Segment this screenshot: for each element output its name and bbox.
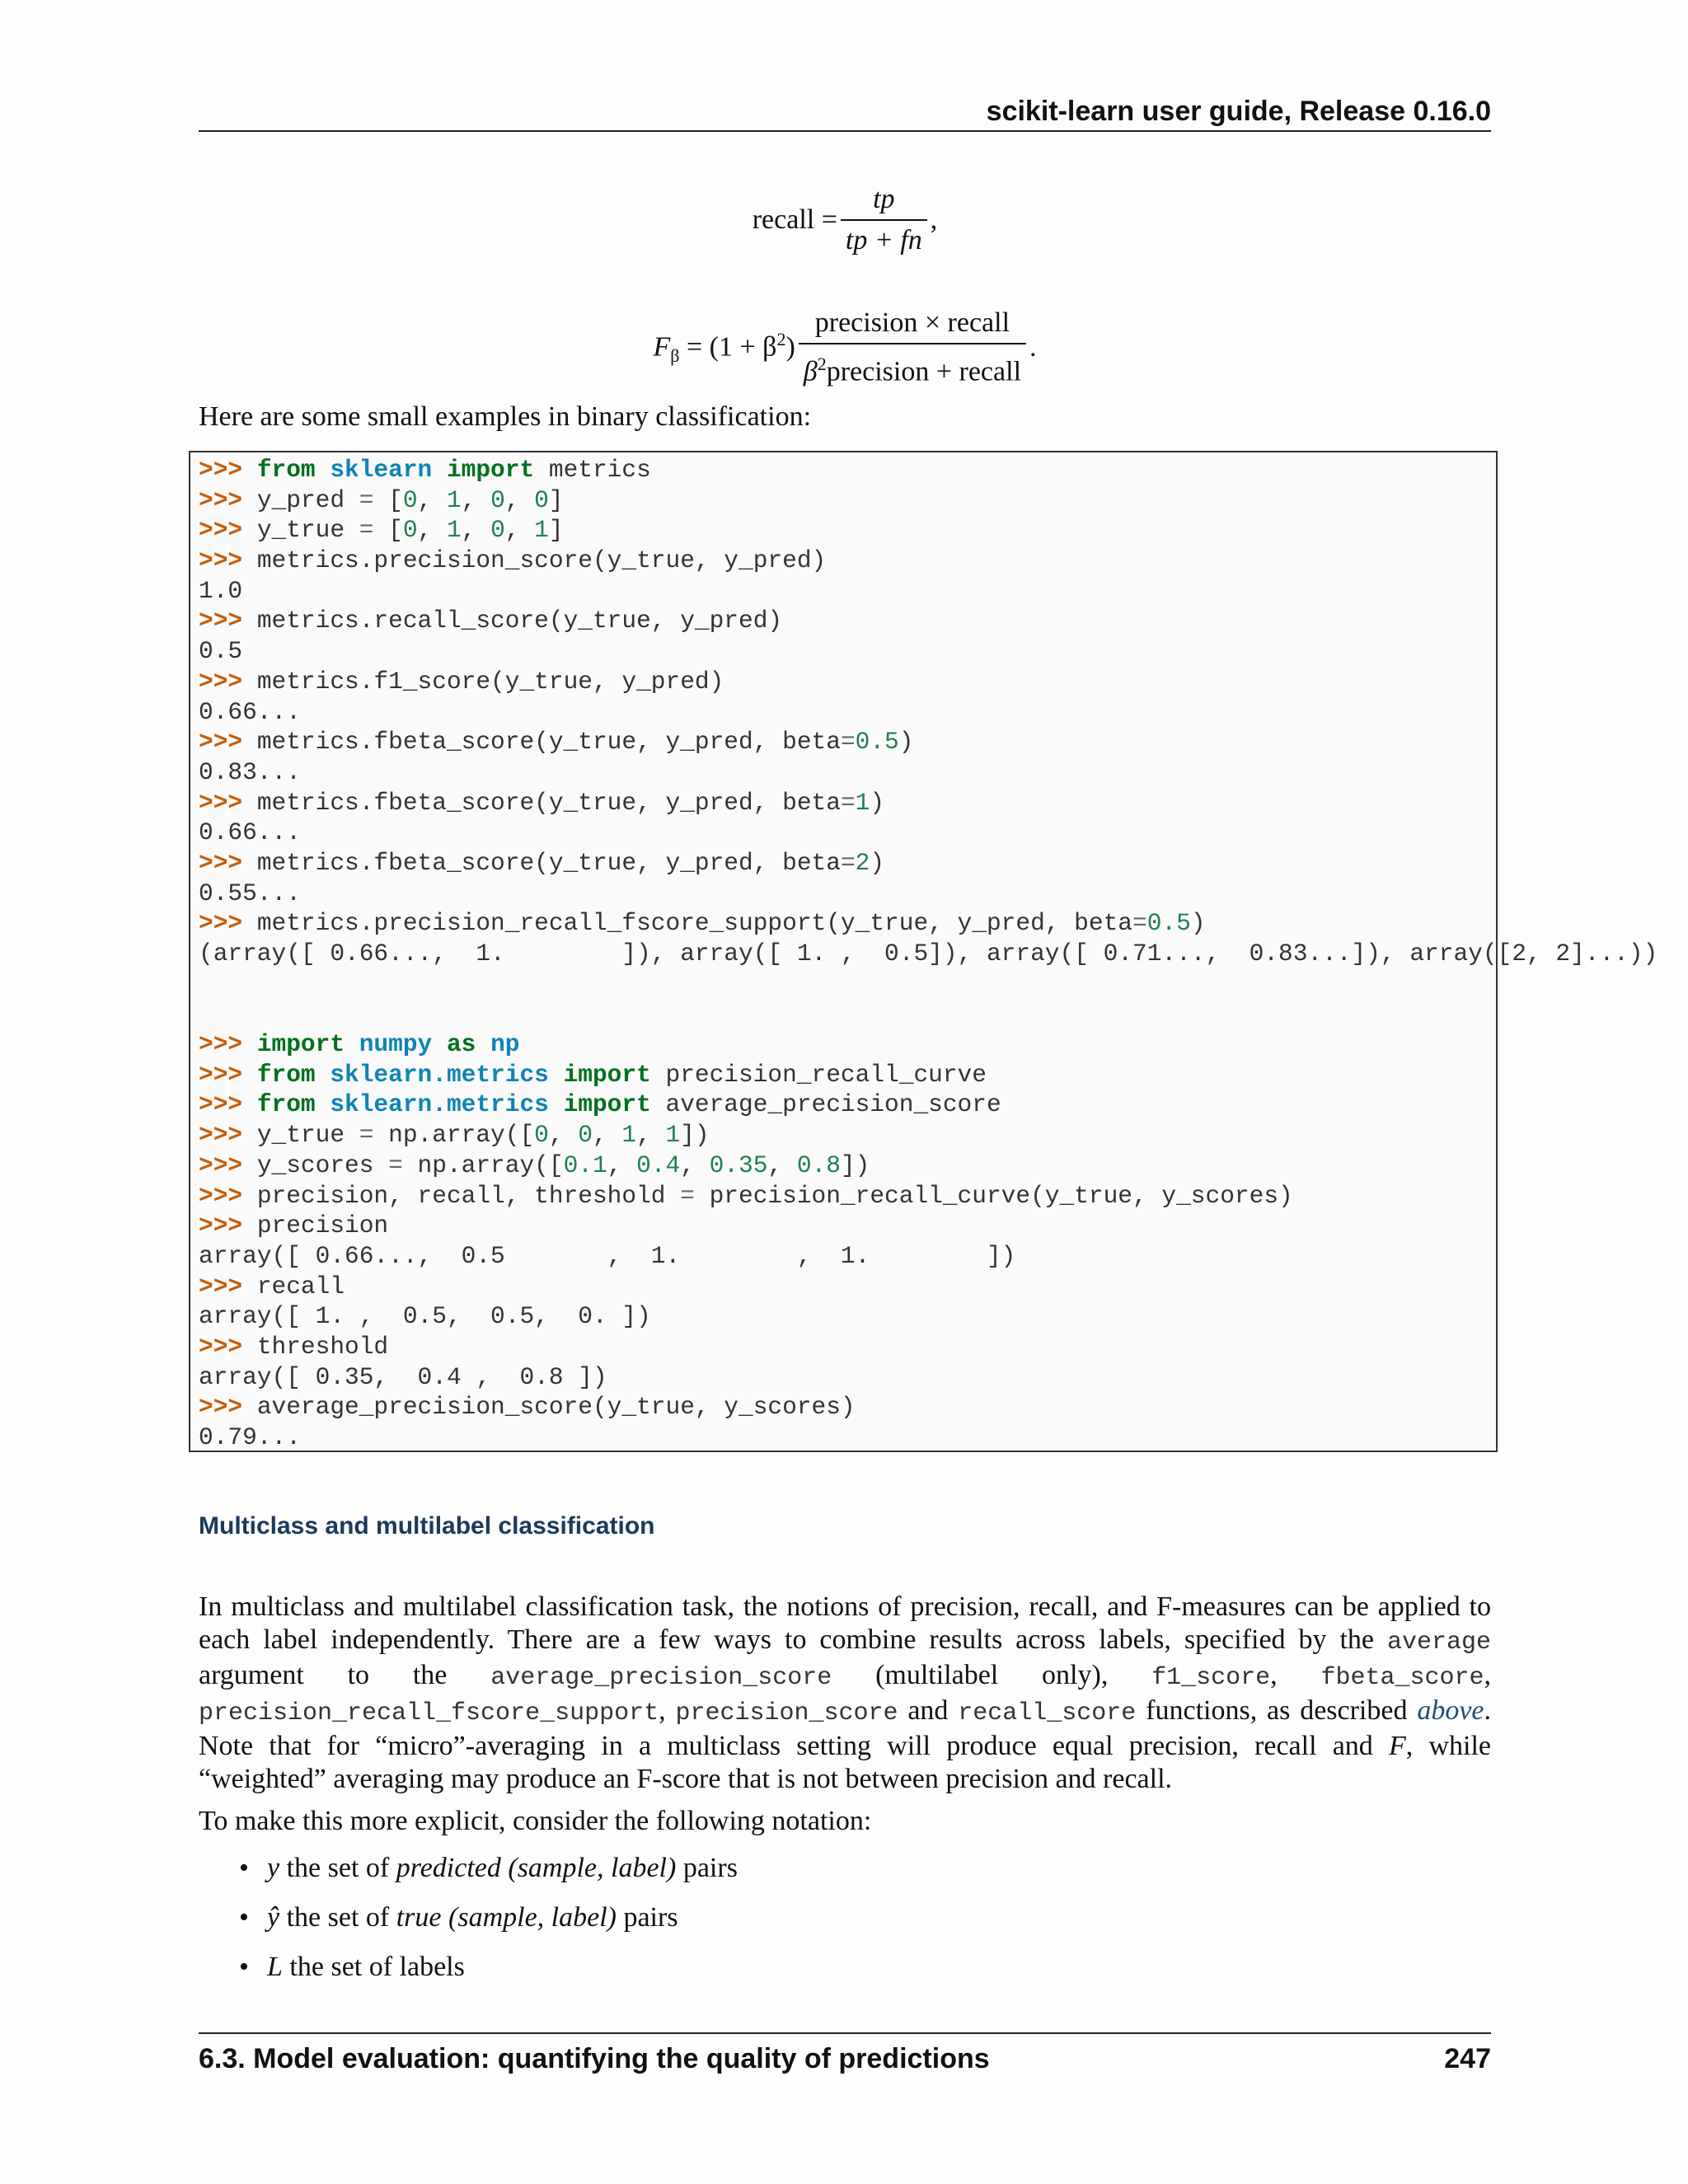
code-prompt: >>> [199, 1212, 257, 1240]
notation-symbol: ŷ [267, 1902, 280, 1933]
code-token: import [563, 1060, 651, 1089]
fbeta-numerator: precision × recall [814, 307, 1010, 338]
p1-text-d: , [1270, 1660, 1321, 1690]
code-prompt: >>> [199, 728, 257, 757]
code-token: y_pred [256, 485, 359, 514]
fbeta-denominator [799, 343, 1026, 388]
code-token: 1 [665, 1121, 681, 1150]
code-token: = [359, 1121, 374, 1150]
code-token: = [840, 728, 856, 757]
code-token [345, 1030, 359, 1058]
code-token: metrics.fbeta_score(y_true, y_pred, beta [256, 788, 841, 817]
code-token: precision_recall_curve [650, 1060, 987, 1089]
code-input-line [199, 908, 1682, 939]
p1-text-a: In multiclass and multilabel classification task, the notions of precision, recall, and F-measures can be applied to each label independently. There are a few ways to combine results across labels, specified by the [199, 1591, 1491, 1655]
code-token [476, 1030, 490, 1058]
code-token [316, 1061, 331, 1089]
code-token: 0.4 [636, 1151, 681, 1179]
code-output-line: array([ 0.66..., 0.5 , 1. , 1. ]) [199, 1241, 1016, 1270]
code-token: = [840, 848, 856, 877]
code-input-line [199, 1151, 1682, 1181]
code-prompt: >>> [199, 788, 257, 817]
code-prompt: >>> [199, 1151, 257, 1179]
p1-text-j: , while “weighted” averaging may produce an F-score that is not between precision and recall. [199, 1731, 1491, 1794]
code-token: metrics [534, 456, 651, 484]
code-token: ]) [840, 1151, 870, 1179]
code-token: 0 [490, 485, 505, 514]
code-output-line: 0.66... [199, 697, 301, 726]
fbeta-symbol: F [653, 330, 671, 362]
code-prompt: >>> [199, 1272, 257, 1301]
code-token: sklearn.metrics [330, 1090, 549, 1119]
code-prompt: >>> [199, 1121, 257, 1150]
code-token: 0.5 [855, 728, 899, 757]
code-input-line [199, 1211, 1682, 1241]
code-token: y_true [256, 516, 359, 545]
code-output-line: 0.79... [199, 1423, 301, 1451]
above-link[interactable]: above [1417, 1695, 1484, 1726]
code-token: 0 [490, 516, 505, 545]
notation-text: the set of [279, 1902, 396, 1933]
p1-code-recall-score: recall_score [958, 1699, 1137, 1727]
p1-code-average: average [1386, 1629, 1491, 1657]
code-prompt: >>> [199, 546, 257, 575]
code-token [316, 1090, 331, 1118]
code-token: , [548, 1121, 579, 1150]
code-input-line [199, 1120, 1682, 1151]
code-prompt: >>> [199, 516, 257, 545]
code-token: ) [898, 728, 914, 757]
code-output-line: 0.5 [199, 637, 243, 666]
code-token: import [446, 456, 535, 484]
recall-lhs: recall = [752, 204, 837, 235]
code-token: precision, recall, threshold [256, 1181, 681, 1210]
footer-rule [199, 2032, 1491, 2034]
code-token: from [256, 456, 316, 484]
code-token: 1 [855, 788, 870, 817]
code-token: import [256, 1030, 345, 1059]
code-token: metrics.precision_score(y_true, y_pred) [256, 546, 827, 575]
code-token: y_true [256, 1121, 359, 1150]
section-heading: Multiclass and multilabel classification [199, 1512, 655, 1540]
code-token: metrics.recall_score(y_true, y_pred) [256, 607, 783, 635]
code-output-line: 0.83... [199, 757, 301, 786]
code-token: ) [1190, 909, 1206, 938]
notation-math: (sample, label) [441, 1902, 617, 1933]
code-token: np.array([ [402, 1151, 564, 1179]
notation-text: pairs [616, 1902, 678, 1933]
code-token: 0 [534, 485, 549, 514]
code-token [432, 1030, 447, 1058]
p1-code-fbeta-score: fbeta_score [1320, 1664, 1484, 1692]
code-token: average_precision_score [650, 1090, 1001, 1119]
code-token [432, 456, 447, 484]
code-token: metrics.fbeta_score(y_true, y_pred, beta [256, 728, 841, 757]
code-token: numpy [359, 1030, 433, 1059]
code-token: 1 [534, 516, 549, 545]
code-input-line [199, 1181, 1682, 1212]
code-token: , [417, 516, 447, 545]
code-output-line: 1.0 [199, 576, 243, 605]
p1-code-precision-score: precision_score [675, 1699, 898, 1727]
header-rule [199, 130, 1491, 132]
code-token: , [592, 1121, 622, 1150]
code-prompt: >>> [199, 1030, 257, 1059]
code-token: from [256, 1090, 316, 1119]
fbeta-lhs-close: ) [785, 330, 795, 362]
p1-text-f: , [659, 1695, 676, 1726]
code-output-line: array([ 0.35, 0.4 , 0.8 ]) [199, 1362, 607, 1391]
code-input-line [199, 1090, 1682, 1120]
code-token: , [636, 1121, 666, 1150]
code-token: = [840, 788, 856, 817]
fbeta-subscript: β [670, 344, 680, 366]
notation-list [239, 1850, 1393, 1999]
code-token [549, 1061, 564, 1089]
notation-text: the set of [279, 1853, 396, 1883]
footer-section-title: 6.3. Model evaluation: quantifying the quality of predictions [199, 2043, 990, 2074]
code-prompt: >>> [199, 456, 257, 484]
code-token: 0 [402, 485, 418, 514]
bullet-icon: • [239, 1853, 249, 1883]
recall-denominator: tp + fn [841, 219, 927, 257]
code-prompt: >>> [199, 1181, 257, 1210]
code-prompt: >>> [199, 607, 257, 635]
fbeta-lhs-sup: 2 [776, 328, 786, 349]
notation-emphasis: predicted [396, 1853, 501, 1883]
code-token: precision [256, 1212, 389, 1240]
code-token: metrics.fbeta_score(y_true, y_pred, beta [256, 848, 841, 877]
code-prompt: >>> [199, 485, 257, 514]
code-token: 0.5 [1146, 909, 1191, 938]
code-token: 0 [402, 516, 418, 545]
code-token: import [563, 1090, 651, 1119]
code-input-line [199, 1332, 1682, 1362]
p1-text-e: , [1484, 1660, 1492, 1690]
code-token: 1 [446, 485, 462, 514]
code-blank-line [199, 969, 1682, 1000]
p1-code-average-precision-score: average_precision_score [490, 1664, 832, 1692]
code-block [199, 455, 1682, 1453]
section-paragraph-1 [199, 1591, 1491, 1796]
p1-text-c: (multilabel only), [832, 1660, 1152, 1690]
code-output-line: array([ 1. , 0.5, 0.5, 0. ]) [199, 1302, 651, 1331]
code-token: ] [548, 485, 564, 514]
fbeta-lhs [653, 329, 795, 367]
p1-code-prfs: precision_recall_fscore_support [199, 1699, 659, 1727]
code-token: 0.1 [563, 1151, 607, 1179]
code-token: np [490, 1030, 520, 1059]
code-input-line [199, 848, 1682, 879]
code-output-line: (array([ 0.66..., 1. ]), array([ 1. , 0.5]), array([ 0.71..., 0.83...]), array([2, 2]...)) [199, 940, 1658, 968]
page-number: 247 [1444, 2043, 1491, 2074]
code-token: ) [870, 848, 885, 877]
code-prompt: >>> [199, 1332, 257, 1361]
recall-trail: , [930, 204, 938, 235]
code-token: [ [373, 485, 403, 514]
code-output-line: 0.66... [199, 818, 301, 847]
section-paragraph-2: To make this more explicit, consider the following notation: [199, 1806, 872, 1836]
p1-text-i: . Note that for “micro”-averaging in a multiclass setting will produce equal precision, recall and [199, 1695, 1491, 1761]
code-token: = [388, 1151, 403, 1179]
intro-paragraph: Here are some small examples in binary classification: [199, 401, 812, 432]
code-prompt: >>> [199, 1393, 257, 1422]
code-prompt: >>> [199, 848, 257, 877]
p1-text-g: and [898, 1695, 959, 1726]
bullet-icon: • [239, 1902, 249, 1933]
footer [199, 2040, 1491, 2078]
code-token: 1 [621, 1121, 637, 1150]
code-token: np.array([ [373, 1121, 535, 1150]
fbeta-den-rest: precision + recall [826, 356, 1022, 387]
code-token: ) [870, 788, 885, 817]
code-token: as [446, 1030, 476, 1059]
code-input-line [199, 485, 1682, 516]
fbeta-den-beta: β [803, 356, 818, 387]
code-token: , [607, 1151, 637, 1179]
code-token: = [680, 1181, 695, 1210]
code-token: ] [548, 516, 564, 545]
recall-fraction [841, 183, 927, 257]
fbeta-trail: . [1029, 331, 1037, 363]
code-token: 0 [534, 1121, 549, 1150]
code-token: , [461, 516, 491, 545]
code-prompt: >>> [199, 1090, 257, 1119]
notation-text: pairs [676, 1853, 738, 1883]
fbeta-den-sup: 2 [817, 354, 827, 374]
notation-symbol: y [267, 1853, 280, 1883]
recall-numerator: tp [873, 184, 895, 214]
code-input-line [199, 727, 1682, 757]
running-header: scikit-learn user guide, Release 0.16.0 [986, 96, 1491, 127]
code-token [549, 1090, 564, 1118]
notation-math: (sample, label) [500, 1853, 677, 1883]
code-token: = [1132, 909, 1147, 938]
code-token: metrics.precision_recall_fscore_support(y_true, y_pred, beta [256, 909, 1132, 938]
code-token: [ [373, 516, 403, 545]
code-token: from [256, 1060, 316, 1089]
code-input-line [199, 455, 1682, 485]
code-input-line [199, 667, 1682, 697]
fbeta-lhs-rest: = (1 + β [679, 330, 777, 362]
notation-item [239, 1850, 1393, 1900]
code-prompt: >>> [199, 1060, 257, 1089]
code-input-line [199, 1060, 1682, 1090]
code-input-line [199, 1272, 1682, 1302]
code-input-line [199, 515, 1682, 546]
code-token: recall [256, 1272, 345, 1301]
code-token: 0.8 [796, 1151, 841, 1179]
code-token: sklearn [330, 456, 433, 484]
code-token: y_scores [256, 1151, 389, 1179]
bullet-icon: • [239, 1952, 249, 1982]
code-output-line: 0.55... [199, 879, 301, 907]
notation-item [239, 1900, 1393, 1949]
code-token: = [359, 516, 374, 545]
notation-emphasis: true [396, 1902, 442, 1933]
code-prompt: >>> [199, 909, 257, 938]
code-input-line [199, 1392, 1682, 1422]
code-token: metrics.f1_score(y_true, y_pred) [256, 667, 724, 696]
code-input-line [199, 606, 1682, 636]
code-token: sklearn.metrics [330, 1060, 549, 1089]
fbeta-fraction [799, 307, 1026, 388]
code-token: , [504, 485, 535, 514]
code-token: 1 [446, 516, 462, 545]
code-token [316, 456, 331, 484]
code-token: 2 [855, 848, 870, 877]
code-token: , [504, 516, 535, 545]
code-blank-line [199, 999, 1682, 1029]
code-token: ]) [680, 1121, 710, 1150]
code-token: = [359, 485, 374, 514]
notation-item [239, 1949, 1393, 1999]
code-input-line [199, 546, 1682, 576]
notation-symbol: L [267, 1952, 283, 1982]
code-token: , [461, 485, 491, 514]
p1-math-f: F [1388, 1731, 1406, 1761]
code-token: 0 [578, 1121, 593, 1150]
code-input-line [199, 788, 1682, 818]
code-input-line [199, 1029, 1682, 1060]
code-token: , [417, 485, 447, 514]
code-token: , [680, 1151, 710, 1179]
code-token: threshold [256, 1332, 389, 1361]
code-token: , [767, 1151, 797, 1179]
code-token: average_precision_score(y_true, y_scores) [256, 1393, 856, 1422]
p1-text-b: argument to the [199, 1660, 491, 1690]
code-prompt: >>> [199, 667, 257, 696]
recall-equation [199, 183, 1491, 257]
fbeta-equation [199, 307, 1491, 388]
code-token: 0.35 [709, 1151, 768, 1179]
notation-text: the set of labels [282, 1952, 465, 1982]
p1-text-h: functions, as described [1136, 1695, 1418, 1726]
p1-code-f1-score: f1_score [1151, 1664, 1271, 1692]
code-token: precision_recall_curve(y_true, y_scores) [694, 1181, 1293, 1210]
